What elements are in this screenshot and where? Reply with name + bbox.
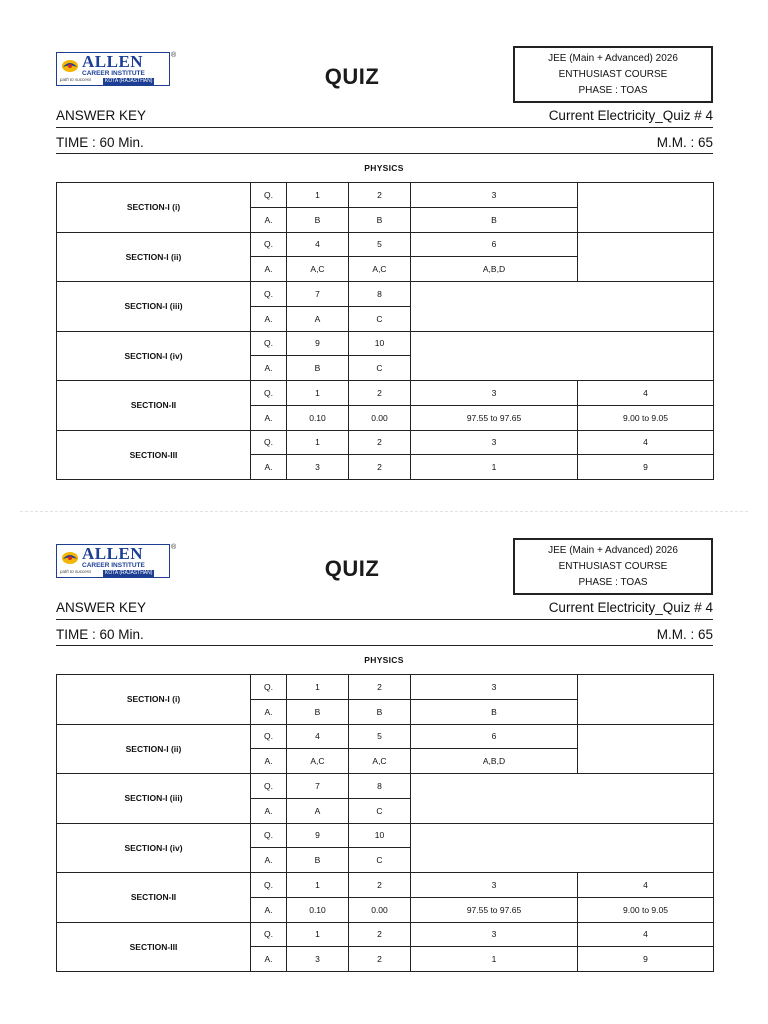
q-label: Q. <box>251 675 287 700</box>
answer-value: B <box>287 356 349 381</box>
answer-value: B <box>411 699 578 724</box>
answer-value: 0.00 <box>349 405 411 430</box>
answer-value: 9 <box>578 455 714 480</box>
logo-brand-text: ALLEN <box>82 544 144 563</box>
answer-value: 1 <box>411 947 578 972</box>
section-name: SECTION-I (iv) <box>57 823 251 873</box>
exam-name: JEE (Main + Advanced) 2026 <box>548 53 678 64</box>
answer-value: 0.00 <box>349 897 411 922</box>
question-row <box>57 675 714 700</box>
logo-subtitle: CAREER INSTITUTE <box>82 562 145 569</box>
answer-value: C <box>349 306 411 331</box>
question-number: 7 <box>287 282 349 307</box>
section-name: SECTION-I (iii) <box>57 282 251 332</box>
empty-cell <box>578 675 714 725</box>
max-marks-label: M.M. : 65 <box>656 627 713 642</box>
a-label: A. <box>251 306 287 331</box>
answer-value: A,B,D <box>411 257 578 282</box>
answer-value: A,C <box>349 749 411 774</box>
answer-value: A,C <box>349 257 411 282</box>
question-number: 5 <box>349 724 411 749</box>
empty-cell <box>411 774 714 824</box>
section-name: SECTION-II <box>57 873 251 923</box>
subject-heading: PHYSICS <box>364 163 404 173</box>
question-number: 1 <box>287 381 349 406</box>
question-number: 2 <box>349 183 411 208</box>
divider-line <box>56 619 713 620</box>
a-label: A. <box>251 699 287 724</box>
q-label: Q. <box>251 282 287 307</box>
question-row <box>57 183 714 208</box>
q-label: Q. <box>251 724 287 749</box>
q-label: Q. <box>251 430 287 455</box>
question-row <box>57 724 714 749</box>
a-label: A. <box>251 405 287 430</box>
answer-value: B <box>349 207 411 232</box>
question-number: 2 <box>349 381 411 406</box>
question-number: 6 <box>411 232 578 257</box>
a-label: A. <box>251 455 287 480</box>
subject-heading: PHYSICS <box>364 655 404 665</box>
answer-value: B <box>349 699 411 724</box>
q-label: Q. <box>251 232 287 257</box>
answer-value: C <box>349 848 411 873</box>
a-label: A. <box>251 749 287 774</box>
answer-value: 0.10 <box>287 405 349 430</box>
q-label: Q. <box>251 823 287 848</box>
question-number: 4 <box>578 430 714 455</box>
section-name: SECTION-III <box>57 922 251 972</box>
answer-value: B <box>287 848 349 873</box>
answer-value: C <box>349 798 411 823</box>
q-label: Q. <box>251 381 287 406</box>
time-label: TIME : 60 Min. <box>56 135 144 150</box>
question-number: 8 <box>349 282 411 307</box>
empty-cell <box>411 823 714 873</box>
a-label: A. <box>251 897 287 922</box>
a-label: A. <box>251 848 287 873</box>
answer-value: 9.00 to 9.05 <box>578 897 714 922</box>
question-row <box>57 873 714 898</box>
logo-city: KOTA (RAJASTHAN) <box>105 78 153 84</box>
section-name: SECTION-I (i) <box>57 183 251 233</box>
divider-line <box>56 645 713 646</box>
quiz-name: Current Electricity_Quiz # 4 <box>548 600 713 615</box>
logo-tagline: path to success <box>60 77 92 82</box>
q-label: Q. <box>251 873 287 898</box>
question-number: 4 <box>578 922 714 947</box>
answer-value: B <box>287 699 349 724</box>
question-number: 2 <box>349 430 411 455</box>
empty-cell <box>411 282 714 332</box>
question-number: 10 <box>349 823 411 848</box>
answer-value: 9.00 to 9.05 <box>578 405 714 430</box>
question-number: 3 <box>411 430 578 455</box>
phase-name: PHASE : TOAS <box>578 85 648 96</box>
exam-name: JEE (Main + Advanced) 2026 <box>548 545 678 556</box>
question-row <box>57 774 714 799</box>
question-number: 2 <box>349 922 411 947</box>
q-label: Q. <box>251 774 287 799</box>
answer-value: 97.55 to 97.65 <box>411 897 578 922</box>
answer-value: 3 <box>287 947 349 972</box>
a-label: A. <box>251 257 287 282</box>
answer-value: 0.10 <box>287 897 349 922</box>
logo-subtitle: CAREER INSTITUTE <box>82 70 145 77</box>
answer-value: C <box>349 356 411 381</box>
max-marks-label: M.M. : 65 <box>656 135 713 150</box>
logo-tagline: path to success <box>60 569 92 574</box>
course-name: ENTHUSIAST COURSE <box>558 561 668 572</box>
question-number: 1 <box>287 922 349 947</box>
question-number: 7 <box>287 774 349 799</box>
answer-value: A,C <box>287 257 349 282</box>
answer-value: A,B,D <box>411 749 578 774</box>
question-number: 10 <box>349 331 411 356</box>
page-title: QUIZ <box>324 64 380 89</box>
question-number: 3 <box>411 675 578 700</box>
answer-value: A <box>287 306 349 331</box>
question-number: 3 <box>411 381 578 406</box>
divider-line <box>56 153 713 154</box>
a-label: A. <box>251 947 287 972</box>
answer-key-sheet <box>0 492 768 984</box>
answer-key-sheet <box>0 0 768 492</box>
question-number: 4 <box>578 381 714 406</box>
question-number: 6 <box>411 724 578 749</box>
section-name: SECTION-II <box>57 381 251 431</box>
answer-value: B <box>411 207 578 232</box>
registered-mark: ® <box>171 52 177 59</box>
answer-value: 3 <box>287 455 349 480</box>
a-label: A. <box>251 356 287 381</box>
registered-mark: ® <box>171 544 177 551</box>
phase-name: PHASE : TOAS <box>578 577 648 588</box>
question-row <box>57 331 714 356</box>
divider-line <box>56 127 713 128</box>
question-number: 3 <box>411 922 578 947</box>
question-row <box>57 922 714 947</box>
logo-brand-text: ALLEN <box>82 52 144 71</box>
a-label: A. <box>251 798 287 823</box>
question-row <box>57 282 714 307</box>
question-number: 9 <box>287 823 349 848</box>
q-label: Q. <box>251 183 287 208</box>
answer-value: 1 <box>411 455 578 480</box>
question-number: 3 <box>411 183 578 208</box>
empty-cell <box>411 331 714 381</box>
section-name: SECTION-I (ii) <box>57 724 251 774</box>
answer-value: A <box>287 798 349 823</box>
question-number: 1 <box>287 183 349 208</box>
allen-logo <box>56 52 170 86</box>
question-number: 2 <box>349 873 411 898</box>
question-number: 3 <box>411 873 578 898</box>
section-name: SECTION-III <box>57 430 251 480</box>
time-label: TIME : 60 Min. <box>56 627 144 642</box>
question-number: 4 <box>578 873 714 898</box>
empty-cell <box>578 232 714 282</box>
q-label: Q. <box>251 922 287 947</box>
answer-table <box>56 674 714 972</box>
question-number: 4 <box>287 724 349 749</box>
answer-value: 2 <box>349 455 411 480</box>
question-number: 4 <box>287 232 349 257</box>
q-label: Q. <box>251 331 287 356</box>
course-name: ENTHUSIAST COURSE <box>558 69 668 80</box>
allen-logo <box>56 544 170 578</box>
question-row <box>57 823 714 848</box>
section-name: SECTION-I (i) <box>57 675 251 725</box>
answer-key-label: ANSWER KEY <box>56 108 147 123</box>
answer-key-label: ANSWER KEY <box>56 600 147 615</box>
empty-cell <box>578 183 714 233</box>
answer-value: 97.55 to 97.65 <box>411 405 578 430</box>
section-name: SECTION-I (iii) <box>57 774 251 824</box>
question-number: 9 <box>287 331 349 356</box>
question-number: 1 <box>287 873 349 898</box>
section-name: SECTION-I (iv) <box>57 331 251 381</box>
question-row <box>57 430 714 455</box>
question-row <box>57 381 714 406</box>
course-info-box <box>513 538 713 595</box>
question-number: 1 <box>287 675 349 700</box>
empty-cell <box>578 724 714 774</box>
logo-city: KOTA (RAJASTHAN) <box>105 570 153 576</box>
question-number: 5 <box>349 232 411 257</box>
page-title: QUIZ <box>324 556 380 581</box>
question-number: 1 <box>287 430 349 455</box>
question-row <box>57 232 714 257</box>
answer-value: 9 <box>578 947 714 972</box>
quiz-name: Current Electricity_Quiz # 4 <box>548 108 713 123</box>
answer-value: B <box>287 207 349 232</box>
answer-value: A,C <box>287 749 349 774</box>
answer-table <box>56 182 714 480</box>
question-number: 2 <box>349 675 411 700</box>
answer-value: 2 <box>349 947 411 972</box>
question-number: 8 <box>349 774 411 799</box>
course-info-box <box>513 46 713 103</box>
page-separator <box>20 511 748 512</box>
section-name: SECTION-I (ii) <box>57 232 251 282</box>
a-label: A. <box>251 207 287 232</box>
